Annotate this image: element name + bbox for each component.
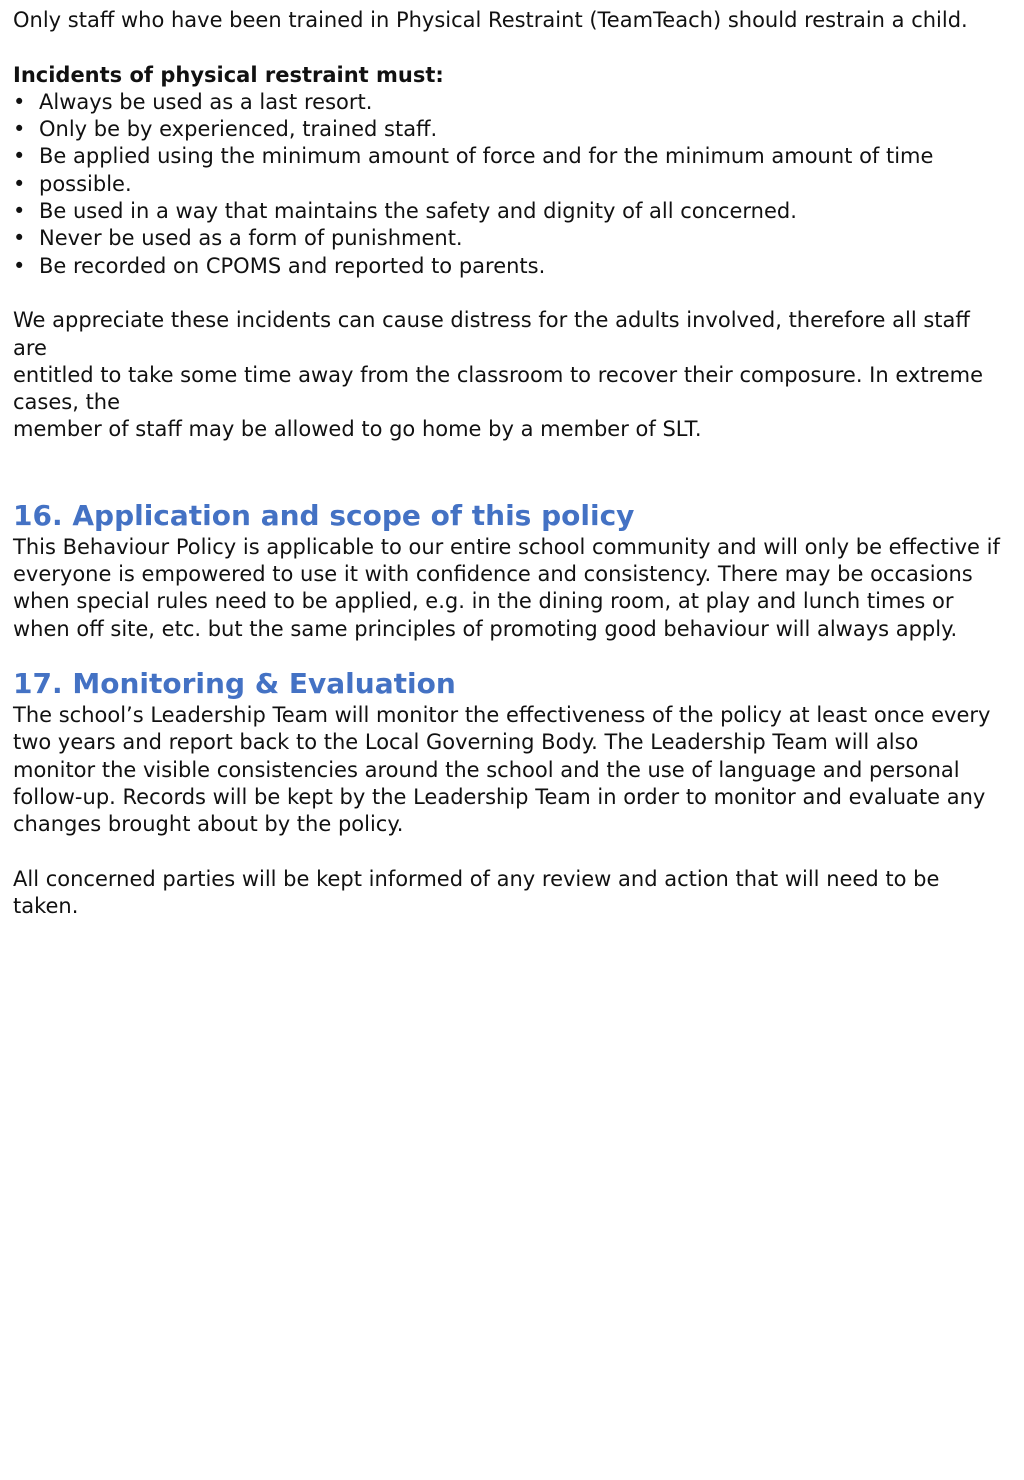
text-line: changes brought about by the policy. <box>13 812 404 837</box>
text-line: when off site, etc. but the same principles of promoting good behaviour will always apply. <box>13 616 958 641</box>
text-line: are <box>13 335 47 360</box>
text-line: taken. <box>13 894 79 919</box>
section-17-heading: 17. Monitoring & Evaluation <box>13 666 456 700</box>
list-item <box>13 198 1013 225</box>
text-line: entitled to take some time away from the classroom to recover their composure. In extreme <box>13 362 984 387</box>
text-line: The school’s Leadership Team will monitor the effectiveness of the policy at least once every <box>13 702 991 727</box>
list-item-text: Be used in a way that maintains the safety and dignity of all concerned. <box>39 199 797 224</box>
bullet-icon: • <box>13 226 26 251</box>
section-16-paragraph <box>13 534 1013 643</box>
list-item-text: Never be used as a form of punishment. <box>39 226 463 251</box>
text-line: everyone is empowered to use it with confidence and consistency. There may be occasions <box>13 562 973 587</box>
text-line: monitor the visible consistencies around the school and the use of language and personal <box>13 757 960 782</box>
distress-paragraph <box>13 307 1013 443</box>
list-item-text: Always be used as a last resort. <box>39 89 373 114</box>
document-page <box>13 7 1013 920</box>
bullet-icon: • <box>13 144 26 169</box>
text-line: This Behaviour Policy is applicable to our entire school community and will only be effective if <box>13 534 1000 559</box>
spacer <box>13 444 1013 498</box>
section-17-paragraph <box>13 702 1013 838</box>
list-item <box>13 116 1013 143</box>
section-16-heading: 16. Application and scope of this policy <box>13 498 635 532</box>
list-item-text: Only be by experienced, trained staff. <box>39 117 438 142</box>
intro-paragraph: Only staff who have been trained in Physical Restraint (TeamTeach) should restrain a child. <box>13 8 968 32</box>
bullet-icon: • <box>13 199 26 224</box>
text-line: when special rules need to be applied, e.g. in the dining room, at play and lunch times or <box>13 589 954 614</box>
list-item-text: Be recorded on CPOMS and reported to parents. <box>39 253 546 278</box>
bullet-icon: • <box>13 171 26 196</box>
list-item <box>13 171 1013 198</box>
list-item-text: possible. <box>39 171 132 196</box>
restraint-list <box>13 89 1013 280</box>
bullet-icon: • <box>13 253 26 278</box>
text-line: We appreciate these incidents can cause distress for the adults involved, therefore all staff <box>13 308 970 333</box>
list-item <box>13 225 1013 252</box>
text-line: two years and report back to the Local Governing Body. The Leadership Team will also <box>13 730 919 755</box>
list-item-text: Be applied using the minimum amount of force and for the minimum amount of time <box>39 144 934 169</box>
list-item <box>13 253 1013 280</box>
spacer <box>13 838 1013 865</box>
text-line: cases, the <box>13 390 121 415</box>
text-line: member of staff may be allowed to go home by a member of SLT. <box>13 417 702 442</box>
text-line: follow-up. Records will be kept by the Leadership Team in order to monitor and evaluate any <box>13 784 986 809</box>
restraint-heading: Incidents of physical restraint must: <box>13 62 444 87</box>
text-line: All concerned parties will be kept informed of any review and action that will need to be <box>13 866 940 891</box>
spacer <box>13 280 1013 307</box>
closing-paragraph <box>13 866 1013 921</box>
list-item <box>13 143 1013 170</box>
bullet-icon: • <box>13 89 26 114</box>
spacer <box>13 643 1013 666</box>
list-item <box>13 89 1013 116</box>
bullet-icon: • <box>13 117 26 142</box>
spacer <box>13 34 1013 61</box>
